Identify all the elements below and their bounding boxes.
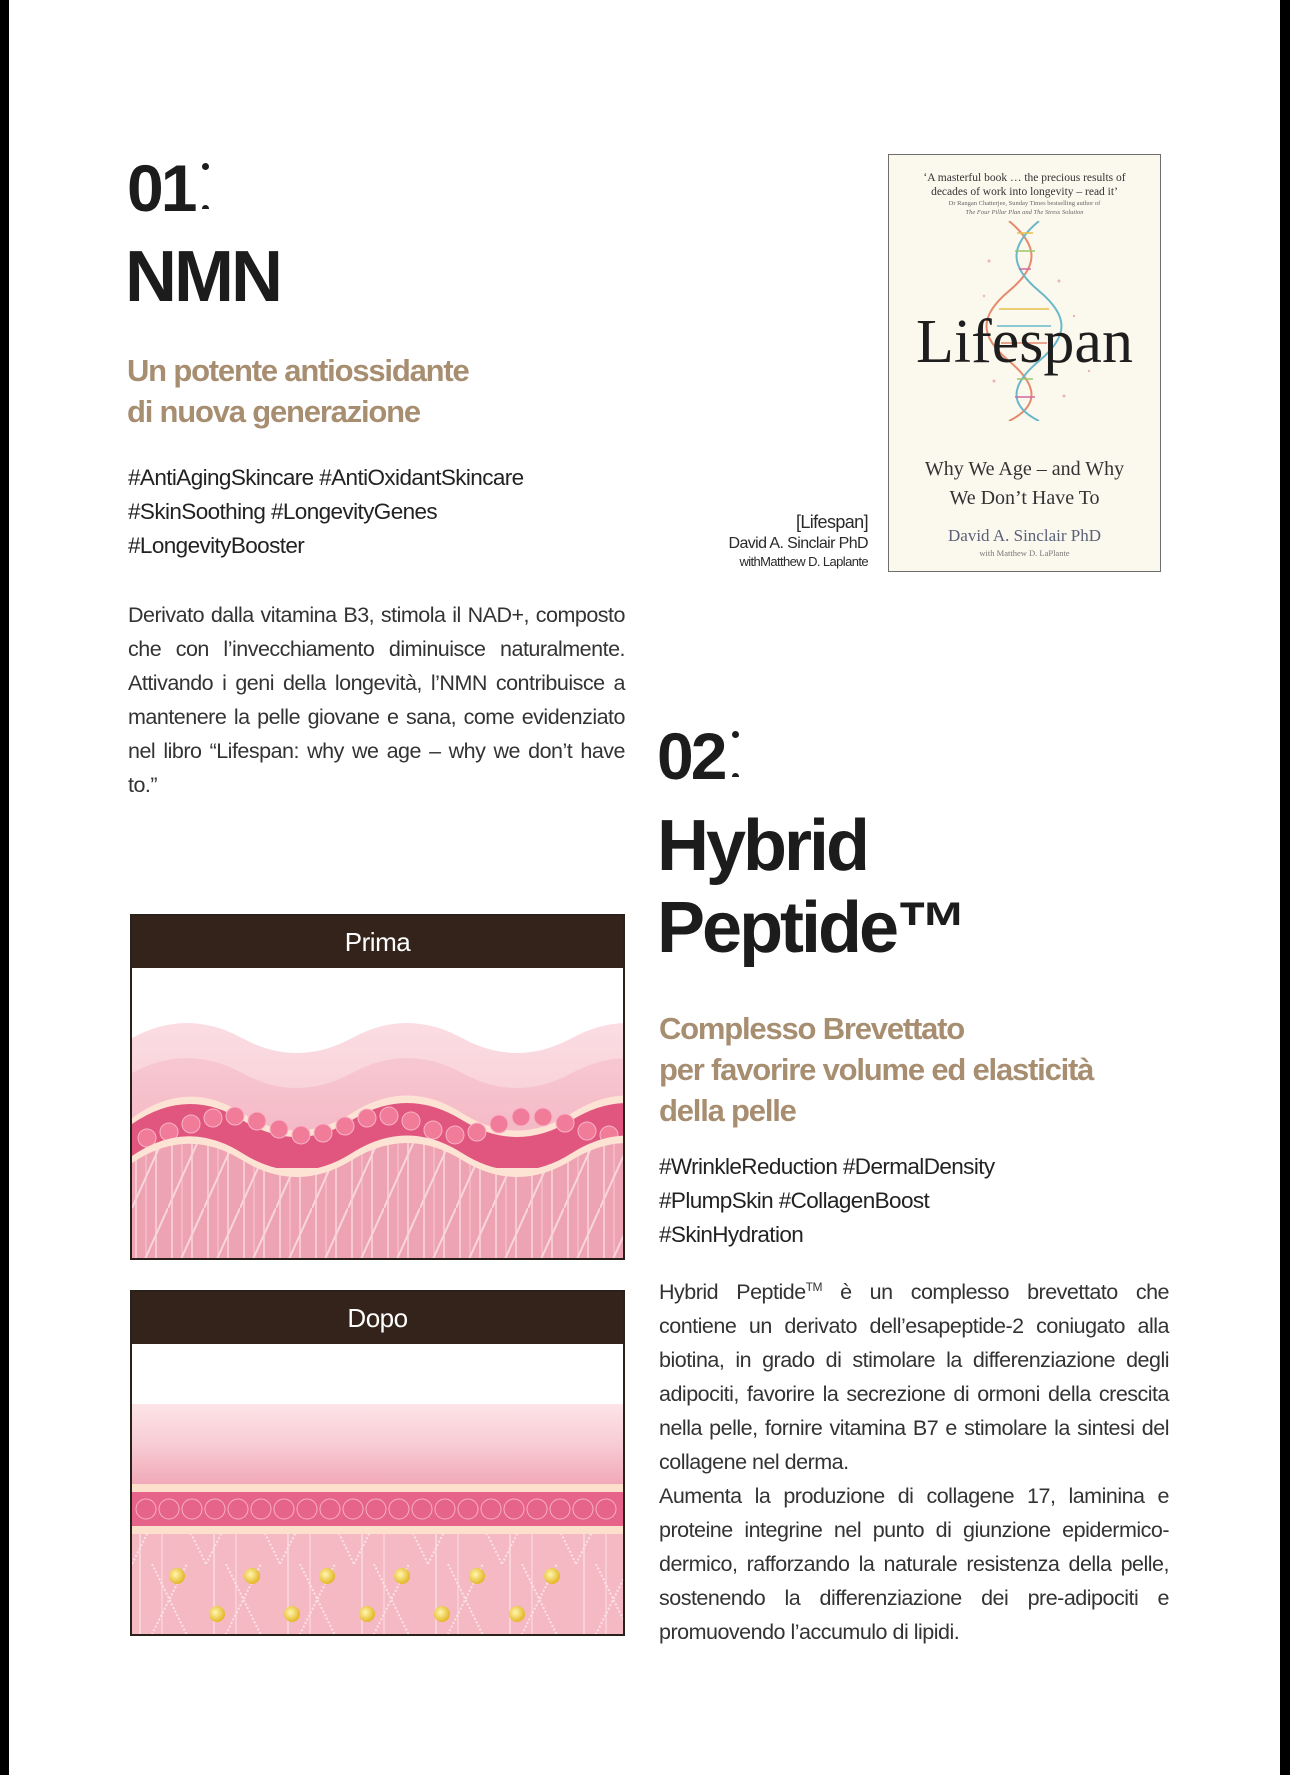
trademark-mark: TM	[805, 1280, 822, 1294]
section-number-text: 01	[127, 151, 195, 225]
cover-quote: ‘A masterful book … the precious results of	[923, 172, 1126, 184]
hashtag-line: #AntiAgingSkincare #AntiOxidantSkincare	[128, 465, 524, 490]
body-paragraph: Derivato dalla vitamina B3, stimola il NAD+, composto che con l’invecchiamento diminuisce naturalmente. Attivando i geni della longevità, l’NMN contribuisce a mantenere la pelle giovane e sana, come evidenziato nel libro “Lifespan: why we age – why we don’t have to.”	[128, 603, 625, 797]
title-line: Peptide™	[657, 888, 966, 968]
title-line: Hybrid	[657, 806, 868, 886]
book-caption-coauthor: withMatthew D. Laplante	[739, 554, 868, 569]
book-caption-author: David A. Sinclair PhD	[728, 535, 868, 552]
section-title-hybrid-peptide	[657, 805, 965, 969]
cover-endorser: The Four Pillar Plan and The Stress Solution	[965, 209, 1084, 216]
body-text-hybrid-peptide	[659, 1270, 1169, 1649]
body-text-span: è un complesso brevettato che contiene un derivato dell’esapeptide-2 coniugato alla biotina, in grado di stimolare la differenziazione degli adipociti, favorire la secrezione di ormoni della crescita nella pelle, fornire vitamina B7 e stimolare la sintesi del collagene nel derma.	[659, 1280, 1169, 1475]
after-label: Dopo	[132, 1292, 623, 1344]
subtitle-line: Un potente antiossidante	[127, 353, 469, 388]
after-illustration-panel	[130, 1290, 625, 1636]
hashtag-line: #LongevityBooster	[128, 533, 305, 558]
body-text-nmn	[128, 598, 625, 802]
subtitle-line: Complesso Brevettato	[659, 1011, 965, 1046]
page	[9, 0, 1280, 1775]
colon-mark-icon	[730, 723, 744, 783]
cover-subtitle	[889, 455, 1160, 513]
section-number-01	[127, 151, 214, 225]
subtitle-line: della pelle	[659, 1093, 796, 1128]
cover-endorser: Dr Rangan Chatterjee, Sunday Times bestselling author of	[948, 200, 1101, 207]
section-title-nmn: NMN	[125, 237, 280, 317]
body-text-span: Hybrid Peptide	[659, 1280, 806, 1305]
hashtag-line: #SkinSoothing #LongevityGenes	[128, 499, 438, 524]
hashtags-nmn	[128, 461, 648, 563]
book-caption-title: [Lifespan]	[795, 512, 868, 532]
plump-skin-illustration	[132, 1344, 623, 1634]
colon-mark-icon	[200, 155, 214, 215]
book-caption	[609, 510, 868, 570]
subtitle-line: per favorire volume ed elasticità	[659, 1052, 1094, 1087]
cover-title: Lifespan	[916, 308, 1133, 376]
section-number-text: 02	[657, 719, 725, 793]
cover-subtitle-line: We Don’t Have To	[949, 487, 1100, 509]
section-subtitle-nmn	[127, 350, 647, 432]
before-illustration-panel	[130, 914, 625, 1260]
wrinkled-skin-illustration	[132, 968, 623, 1258]
book-cover-image	[888, 154, 1161, 572]
cover-subtitle-line: Why We Age – and Why	[924, 458, 1125, 480]
cover-coauthor: with Matthew D. LaPlante	[979, 548, 1070, 558]
subtitle-line: di nuova generazione	[127, 394, 420, 429]
hashtag-line: #SkinHydration	[659, 1222, 804, 1247]
before-label: Prima	[132, 916, 623, 968]
cover-quote: decades of work into longevity – read it’	[931, 186, 1118, 198]
hashtag-line: #WrinkleReduction #DermalDensity	[659, 1154, 995, 1179]
hashtag-line: #PlumpSkin #CollagenBoost	[659, 1188, 930, 1213]
cover-author: David A. Sinclair PhD	[948, 526, 1101, 545]
section-number-02	[657, 719, 744, 793]
hashtags-hybrid-peptide	[659, 1150, 1179, 1252]
body-paragraph: Aumenta la produzione di collagene 17, laminina e proteine integrine nel punto di giunzione epidermico-dermico, rafforzando la naturale resistenza della pelle, sostenendo la differenziazione dei pre-adipociti e promuovendo l’accumulo di lipidi.	[659, 1484, 1169, 1645]
section-subtitle-hybrid-peptide	[659, 1008, 1179, 1131]
body-paragraph	[659, 1270, 1169, 1479]
